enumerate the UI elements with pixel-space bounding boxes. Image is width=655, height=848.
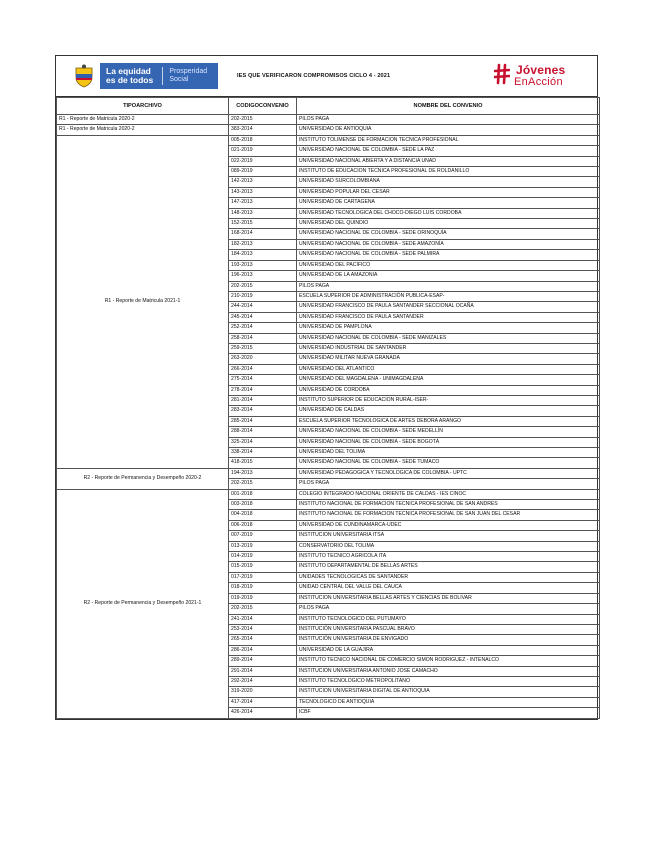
table-row <box>57 125 600 135</box>
codigo-cell: 147-2013 <box>229 198 297 208</box>
nombre-cell: INSTITUTO DE EDUCACION TECNICA PROFESIONAL DE ROLDANILLO <box>297 167 600 177</box>
nombre-cell: ESCUELA SUPERIOR TECNOLOGICA DE ARTES DEBORA ARANGO <box>297 416 600 426</box>
codigo-cell: 383-2014 <box>229 125 297 135</box>
codigo-cell: 015-2019 <box>229 562 297 572</box>
nombre-cell: UNIVERSIDAD POPULAR DEL CESAR <box>297 187 600 197</box>
nombre-cell: UNIVERSIDAD TECNOLOGICA DEL CHOCO-DIEGO LUIS CORDOBA <box>297 208 600 218</box>
nombre-cell: UNIVERSIDAD NACIONAL DE COLOMBIA - SEDE MANIZALES <box>297 333 600 343</box>
nombre-cell: UNIVERSIDAD NACIONAL ABIERTA Y A DISTANCIA UNAD <box>297 156 600 166</box>
government-banner <box>100 63 218 89</box>
report-header <box>56 56 597 97</box>
nombre-cell: UNIVERSIDAD NACIONAL DE COLOMBIA - SEDE AMAZONÍA <box>297 239 600 249</box>
nombre-cell: UNIVERSIDAD PEDAGOGICA Y TECNOLOGICA DE COLOMBIA - UPTC <box>297 468 600 478</box>
nombre-cell: UNIVERSIDAD FRANCISCO DE PAULA SANTANDER SECCIONAL OCAÑA <box>297 302 600 312</box>
codigo-cell: 245-2014 <box>229 312 297 322</box>
nombre-cell: INSTITUTO TECNOLOGICO METROPOLITANO <box>297 676 600 686</box>
tipoarchivo-cell: R2 - Reporte de Permanencia y Desempeño 2021-1 <box>57 489 229 718</box>
nombre-cell: ESCUELA SUPERIOR DE ADMINISTRACIÓN PUBLICA-ESAP- <box>297 291 600 301</box>
codigo-cell: 184-2013 <box>229 250 297 260</box>
logo-line-2: es de todos <box>106 75 154 85</box>
page-title: IES QUE VERIFICARON COMPROMISOS CICLO 4 - 2021 <box>237 73 391 79</box>
codigo-cell: 253-2014 <box>229 624 297 634</box>
nombre-cell: UNIVERSIDAD DE CALDAS <box>297 406 600 416</box>
codigo-cell: 021-2019 <box>229 146 297 156</box>
codigo-cell: 275-2014 <box>229 375 297 385</box>
nombre-cell: UNIVERSIDAD DEL MAGDALENA - UNIMAGDALENA <box>297 375 600 385</box>
codigo-cell: 278-2014 <box>229 385 297 395</box>
nombre-cell: UNIVERSIDAD DE ANTIOQUIA <box>297 125 600 135</box>
logo-text-jovenes: Jóvenes <box>516 63 566 77</box>
codigo-cell: 007-2019 <box>229 531 297 541</box>
government-logo <box>56 56 221 96</box>
codigo-cell: 019-2019 <box>229 593 297 603</box>
tipoarchivo-cell: R1 - Reporte de Matricula 2020-2 <box>57 115 229 125</box>
codigo-cell: 258-2014 <box>229 333 297 343</box>
nombre-cell: CONSERVATORIO DEL TOLIMA <box>297 541 600 551</box>
codigo-cell: 001-2018 <box>229 489 297 499</box>
nombre-cell: INSTITUTO SUPERIOR DE EDUCACION RURAL-ISER- <box>297 395 600 405</box>
nombre-cell: UNIVERSIDAD DE LA AMAZONIA <box>297 271 600 281</box>
codigo-cell: 148-2013 <box>229 208 297 218</box>
column-header-nombre: NOMBRE DEL CONVENIO <box>297 98 600 115</box>
nombre-cell: PILOS PAGA <box>297 604 600 614</box>
codigo-cell: 244-2014 <box>229 302 297 312</box>
codigo-cell: 288-2014 <box>229 427 297 437</box>
nombre-cell: INSTITUCIÓN UNIVERSITARIA PASCUAL BRAVO <box>297 624 600 634</box>
tipoarchivo-cell: R1 - Reporte de Matricula 2020-2 <box>57 125 229 135</box>
codigo-cell: 291-2014 <box>229 666 297 676</box>
codigo-cell: 263-2020 <box>229 354 297 364</box>
column-header-tipoarchivo: TIPOARCHIVO <box>57 98 229 115</box>
nombre-cell: INSTITUCION UNIVERSITARIA DIGITAL DE ANTIOQUIA <box>297 687 600 697</box>
codigo-cell: 168-2014 <box>229 229 297 239</box>
nombre-cell: UNIVERSIDAD DEL QUINDIO <box>297 219 600 229</box>
codigo-cell: 006-2018 <box>229 520 297 530</box>
logo-text-enaccion: EnAcción <box>514 76 563 88</box>
tipoarchivo-cell: R1 - Reporte de Matricula 2021-1 <box>57 135 229 468</box>
nombre-cell: UNIVERSIDAD NACIONAL DE COLOMBIA - SEDE ORINOQUÍA <box>297 229 600 239</box>
hashtag-icon <box>494 63 510 85</box>
nombre-cell: UNIDADES TECNOLOGICAS DE SANTANDER <box>297 572 600 582</box>
nombre-cell: UNIVERSIDAD DEL TOLIMA <box>297 448 600 458</box>
codigo-cell: 285-2014 <box>229 416 297 426</box>
nombre-cell: PILOS PAGA <box>297 115 600 125</box>
nombre-cell: UNIVERSIDAD DEL ATLANTICO <box>297 364 600 374</box>
nombre-cell: UNIVERSIDAD FRANCISCO DE PAULA SANTANDER <box>297 312 600 322</box>
codigo-cell: 319-2020 <box>229 687 297 697</box>
table-header-row <box>57 98 600 115</box>
nombre-cell: UNIVERSIDAD DE LA GUAJIRA <box>297 645 600 655</box>
nombre-cell: UNIVERSIDAD DE CORDOBA <box>297 385 600 395</box>
codigo-cell: 182-2013 <box>229 239 297 249</box>
compromisos-table <box>56 97 600 719</box>
codigo-cell: 143-2013 <box>229 187 297 197</box>
codigo-cell: 018-2019 <box>229 583 297 593</box>
nombre-cell: UNIVERSIDAD NACIONAL DE COLOMBIA - SEDE LA PAZ <box>297 146 600 156</box>
nombre-cell: INSTITUTO NACIONAL DE FORMACION TECNICA PROFESIONAL DE SAN ANDRES <box>297 500 600 510</box>
table-row <box>57 468 600 478</box>
report-sheet <box>55 55 598 720</box>
jovenes-en-accion-logo <box>482 56 597 96</box>
codigo-cell: 283-2014 <box>229 406 297 416</box>
nombre-cell: TECNOLOGICO DE ANTIOQUIA <box>297 697 600 707</box>
nombre-cell: UNIVERSIDAD NACIONAL DE COLOMBIA - SEDE PALMIRA <box>297 250 600 260</box>
table-body <box>57 115 600 719</box>
codigo-cell: 286-2014 <box>229 645 297 655</box>
codigo-cell: 202-2015 <box>229 479 297 489</box>
codigo-cell: 325-2014 <box>229 437 297 447</box>
nombre-cell: INSTITUTO TECNICO NACIONAL DE COMERCIO SIMON RODRIGUEZ - INTENALCO <box>297 656 600 666</box>
codigo-cell: 089-2019 <box>229 167 297 177</box>
nombre-cell: PILOS PAGA <box>297 479 600 489</box>
nombre-cell: UNIVERSIDAD NACIONAL DE COLOMBIA - SEDE TUMACO <box>297 458 600 468</box>
codigo-cell: 003-2018 <box>229 500 297 510</box>
nombre-cell: COLEGIO INTEGRADO NACIONAL ORIENTE DE CALDAS - IES CINOC <box>297 489 600 499</box>
codigo-cell: 418-2015 <box>229 458 297 468</box>
codigo-cell: 142-2013 <box>229 177 297 187</box>
nombre-cell: INSTITUTO TOLIMENSE DE FORMACION TECNICA PROFESIONAL <box>297 135 600 145</box>
nombre-cell: UNIVERSIDAD NACIONAL DE COLOMBIA - SEDE BOGOTÁ <box>297 437 600 447</box>
nombre-cell: INSTITUTO DEPARTAMENTAL DE BELLAS ARTES <box>297 562 600 572</box>
codigo-cell: 417-2014 <box>229 697 297 707</box>
nombre-cell: INSTITUCION UNIVERSITARIA ANTONIO JOSE CAMACHO <box>297 666 600 676</box>
codigo-cell: 241-2014 <box>229 614 297 624</box>
nombre-cell: UNIVERSIDAD DEL PACIFICO <box>297 260 600 270</box>
nombre-cell: UNIVERSIDAD SURCOLOMBIANA <box>297 177 600 187</box>
codigo-cell: 292-2014 <box>229 676 297 686</box>
codigo-cell: 196-2013 <box>229 271 297 281</box>
codigo-cell: 194-2013 <box>229 468 297 478</box>
codigo-cell: 014-2019 <box>229 552 297 562</box>
nombre-cell: UNIVERSIDAD DE CARTAGENA <box>297 198 600 208</box>
nombre-cell: INSTITUTO TECNICO AGRICOLA ITA <box>297 552 600 562</box>
nombre-cell: UNIDAD CENTRAL DEL VALLE DEL CAUCA <box>297 583 600 593</box>
codigo-cell: 202-2015 <box>229 115 297 125</box>
codigo-cell: 259-2015 <box>229 343 297 353</box>
codigo-cell: 210-2019 <box>229 291 297 301</box>
nombre-cell: UNIVERSIDAD DE CUNDINAMARCA-UDEC <box>297 520 600 530</box>
codigo-cell: 266-2014 <box>229 364 297 374</box>
nombre-cell: UNIVERSIDAD DE PAMPLONA <box>297 323 600 333</box>
logo-line-1: La equidad <box>106 66 151 76</box>
codigo-cell: 202-2015 <box>229 604 297 614</box>
entity-line-1: Prosperidad <box>169 68 208 75</box>
codigo-cell: 013-2019 <box>229 541 297 551</box>
codigo-cell: 281-2014 <box>229 395 297 405</box>
entity-line-2: Social <box>169 76 189 83</box>
column-header-codigoconvenio: CODIGOCONVENIO <box>229 98 297 115</box>
codigo-cell: 193-2013 <box>229 260 297 270</box>
nombre-cell: INSTITUTO NACIONAL DE FORMACION TECNICA PROFESIONAL DE SAN JUAN DEL CESAR <box>297 510 600 520</box>
coat-of-arms-icon <box>74 64 94 88</box>
codigo-cell: 004-2018 <box>229 510 297 520</box>
nombre-cell: ICBF <box>297 708 600 718</box>
nombre-cell: INSTITUCION UNIVERSITARIA BELLAS ARTES Y CIENCIAS DE BOLIVAR <box>297 593 600 603</box>
nombre-cell: INSTITUCIÓN UNIVERSITARIA DE ENVIGADO <box>297 635 600 645</box>
tipoarchivo-cell: R2 - Reporte de Permanencia y Desempeño 2020-2 <box>57 468 229 489</box>
table-row <box>57 115 600 125</box>
codigo-cell: 338-2014 <box>229 448 297 458</box>
codigo-cell: 289-2014 <box>229 656 297 666</box>
nombre-cell: INSTITUCION UNIVERSITARIA ITSA <box>297 531 600 541</box>
codigo-cell: 265-2014 <box>229 635 297 645</box>
nombre-cell: PILOS PAGA <box>297 281 600 291</box>
nombre-cell: UNIVERSIDAD INDUSTRIAL DE SANTANDER <box>297 343 600 353</box>
table-row <box>57 489 600 499</box>
codigo-cell: 017-2019 <box>229 572 297 582</box>
codigo-cell: 202-2015 <box>229 281 297 291</box>
codigo-cell: 022-2019 <box>229 156 297 166</box>
nombre-cell: UNIVERSIDAD MILITAR NUEVA GRANADA <box>297 354 600 364</box>
codigo-cell: 152-2015 <box>229 219 297 229</box>
codigo-cell: 005-2018 <box>229 135 297 145</box>
nombre-cell: INSTITUTO TECNOLOGICO DEL PUTUMAYO <box>297 614 600 624</box>
table-row <box>57 135 600 145</box>
codigo-cell: 426-2014 <box>229 708 297 718</box>
codigo-cell: 252-2014 <box>229 323 297 333</box>
nombre-cell: UNIVERSIDAD NACIONAL DE COLOMBIA - SEDE MEDELLÍN <box>297 427 600 437</box>
